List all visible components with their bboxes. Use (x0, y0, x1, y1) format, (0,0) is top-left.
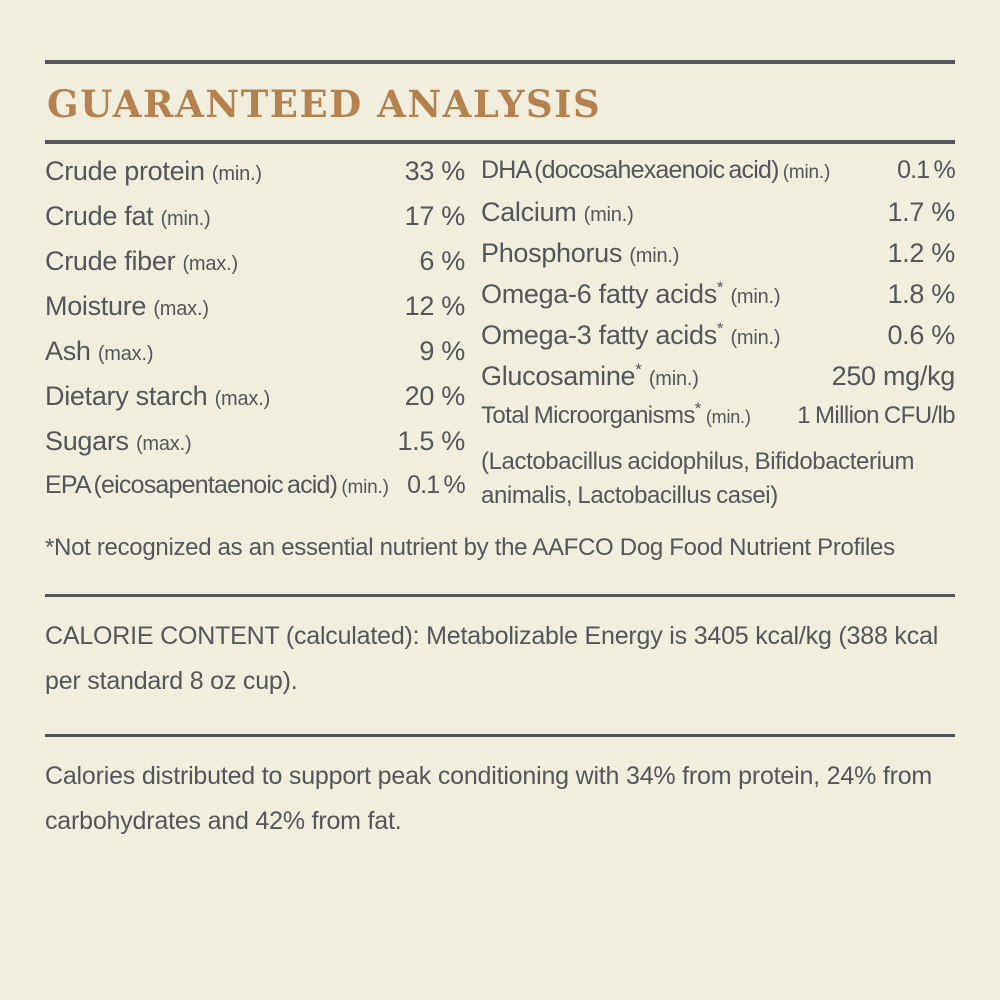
divider-calorie-distribution (45, 734, 955, 737)
guaranteed-analysis-panel (45, 0, 955, 844)
analysis-column-left (45, 156, 465, 516)
nutrient-row (45, 246, 465, 291)
nutrient-label (481, 320, 780, 351)
nutrient-qualifier: (min.) (583, 204, 634, 226)
nutrient-label (481, 361, 699, 392)
nutrient-label (45, 156, 262, 187)
nutrient-row (45, 156, 465, 201)
nutrient-qualifier: (max.) (214, 388, 271, 410)
nutrient-qualifier: (max.) (182, 253, 238, 275)
nutrient-qualifier: (min.) (782, 162, 831, 183)
nutrient-value: 0.1 % (897, 156, 955, 184)
nutrient-qualifier: (min.) (160, 208, 211, 230)
nutrient-name: Crude protein (45, 156, 205, 186)
nutrient-row (481, 361, 955, 402)
nutrient-label (45, 201, 210, 232)
nutrient-value: 250 mg/kg (831, 361, 955, 391)
calorie-content-text: CALORIE CONTENT (calculated): Metabolizable Energy is 3405 kcal/kg (388 kcal per standard 8 oz cup). (45, 622, 939, 695)
nutrient-qualifier: (min.) (629, 245, 680, 267)
nutrient-qualifier: (min.) (341, 477, 389, 498)
asterisk-marker: * (635, 360, 642, 379)
nutrient-value: 1.7 % (887, 197, 955, 227)
asterisk-marker: * (716, 319, 724, 338)
nutrient-label (481, 156, 830, 185)
analysis-column-right (481, 156, 955, 516)
nutrient-row (481, 156, 955, 197)
nutrient-label (45, 291, 209, 322)
nutrient-row (45, 291, 465, 336)
nutrient-name: Moisture (45, 291, 147, 321)
section-title: GUARANTEED ANALYSIS (47, 82, 602, 126)
divider-under-title (45, 140, 955, 144)
nutrient-qualifier: (min.) (705, 407, 751, 427)
nutrient-name: EPA (eicosapentaenoic acid) (45, 471, 338, 499)
nutrient-row (481, 279, 955, 320)
nutrient-name: Crude fiber (45, 246, 176, 276)
nutrient-label (45, 471, 389, 500)
nutrient-value: 0.1 % (407, 471, 465, 499)
nutrient-note: (Lactobacillus acidophilus, Bifidobacterium animalis, Lactobacillus casei) (481, 448, 915, 509)
nutrient-name: Crude fat (45, 201, 154, 231)
asterisk-marker: * (694, 399, 701, 418)
nutrient-label (45, 336, 153, 367)
nutrient-label (481, 399, 751, 430)
nutrient-name: Phosphorus (481, 238, 623, 268)
nutrient-row (481, 238, 955, 279)
nutrient-row (481, 320, 955, 361)
nutrient-name: Calcium (481, 197, 577, 227)
divider-calorie-content (45, 594, 955, 597)
nutrient-name: Dietary starch (45, 381, 208, 411)
nutrient-label (481, 197, 634, 228)
nutrient-row (45, 336, 465, 381)
nutrient-name: DHA (docosahexaenoic acid) (481, 156, 779, 184)
nutrient-qualifier: (min.) (648, 368, 699, 390)
nutrient-row (45, 471, 465, 516)
nutrient-value: 1.5 % (397, 426, 465, 456)
nutrient-label (481, 238, 679, 269)
nutrient-value: 9 % (419, 336, 465, 366)
asterisk-marker: * (716, 278, 724, 297)
nutrient-value: 6 % (419, 246, 465, 276)
nutrient-value: 1.8 % (887, 279, 955, 309)
analysis-table (45, 156, 955, 516)
nutrient-name: Total Microorganisms (481, 402, 695, 429)
nutrient-qualifier: (max.) (135, 433, 192, 455)
nutrient-name: Ash (45, 336, 91, 366)
nutrient-name: Omega-6 fatty acids (481, 279, 717, 309)
nutrient-name: Glucosamine (481, 361, 636, 391)
nutrient-row (481, 399, 955, 443)
nutrient-qualifier: (min.) (730, 327, 781, 349)
divider-top (45, 60, 955, 64)
nutrient-row (45, 426, 465, 471)
nutrient-value: 1.2 % (887, 238, 955, 268)
nutrient-label (45, 381, 270, 412)
nutrient-label (45, 246, 238, 277)
nutrient-qualifier: (min.) (730, 286, 781, 308)
nutrient-row (481, 197, 955, 238)
nutrient-value: 0.6 % (887, 320, 955, 350)
nutrient-label (481, 279, 780, 310)
nutrient-qualifier: (max.) (153, 298, 209, 320)
nutrient-qualifier: (max.) (97, 343, 154, 365)
calorie-distribution-text: Calories distributed to support peak conditioning with 34% from protein, 24% from carbohydrates and 42% from fat. (45, 762, 933, 835)
nutrient-row (45, 201, 465, 246)
nutrient-label (45, 426, 191, 457)
nutrient-row (45, 381, 465, 426)
aafco-footnote: *Not recognized as an essential nutrient by the AAFCO Dog Food Nutrient Profiles (45, 534, 895, 561)
nutrient-value: 12 % (404, 291, 465, 321)
nutrient-value: 33 % (404, 156, 465, 186)
nutrient-value: 20 % (404, 381, 465, 411)
nutrient-value: 1 Million CFU/lb (797, 402, 955, 429)
nutrient-name: Sugars (45, 426, 129, 456)
nutrient-value: 17 % (404, 201, 465, 231)
nutrient-qualifier: (min.) (211, 163, 262, 185)
nutrient-name: Omega-3 fatty acids (481, 320, 717, 350)
